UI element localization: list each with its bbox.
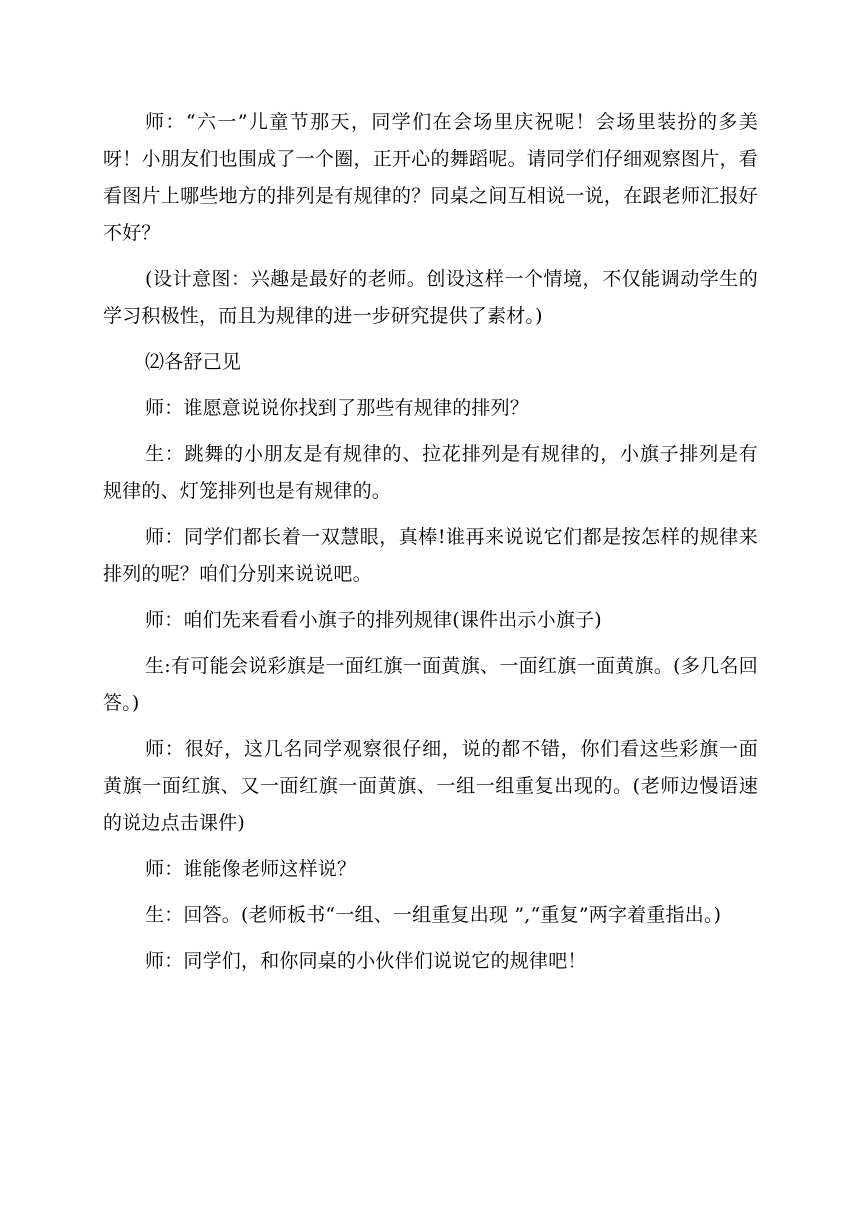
paragraph-teacher-intro: 师：“六一”儿童节那天，同学们在会场里庆祝呢！会场里装扮的多美呀！小朋友们也围成了一个圈，正开心的舞蹈呢。请同学们仔细观察图片，看看图片上哪些地方的排列是有规律的？同桌之间互相说一说，在跟老师汇报好不好？	[103, 111, 758, 244]
paragraph-student-answer: 生：跳舞的小朋友是有规律的、拉花排列是有规律的，小旗子排列是有规律的、灯笼排列也是有规律的。	[103, 443, 758, 502]
paragraph-teacher-question: 师：谁愿意说说你找到了那些有规律的排列？	[145, 397, 530, 419]
document-page	[103, 104, 758, 989]
paragraph-student-flags: 生:有可能会说彩旗是一面红旗一面黄旗、一面红旗一面黄旗。(多几名回答。)	[103, 655, 758, 714]
paragraph-teacher-flags: 师：咱们先来看看小旗子的排列规律(课件出示小旗子)	[145, 609, 602, 631]
paragraph-teacher-ask: 师：谁能像老师这样说？	[145, 858, 357, 880]
paragraph-teacher-praise: 师：同学们都长着一双慧眼，真棒!谁再来说说它们都是按怎样的规律来排列的呢？咱们分别来说说吧。	[103, 526, 758, 585]
paragraph-student-respond: 生：回答。(老师板书“一组、一组重复出现 ”,“重复”两字着重指出。)	[145, 904, 722, 926]
paragraph-section-heading: ⑵各舒己见	[145, 351, 242, 373]
paragraph-teacher-closing: 师：同学们，和你同桌的小伙伴们说说它的规律吧！	[145, 950, 587, 972]
paragraph-design-intent: (设计意图：兴趣是最好的老师。创设这样一个情境，不仅能调动学生的学习积极性，而且为规律的进一步研究提供了素材。)	[103, 268, 758, 327]
paragraph-teacher-explain: 师：很好，这几名同学观察很仔细，说的都不错，你们看这些彩旗一面黄旗一面红旗、又一面红旗一面黄旗、一组一组重复出现的。(老师边慢语速的说边点击课件)	[103, 738, 758, 834]
